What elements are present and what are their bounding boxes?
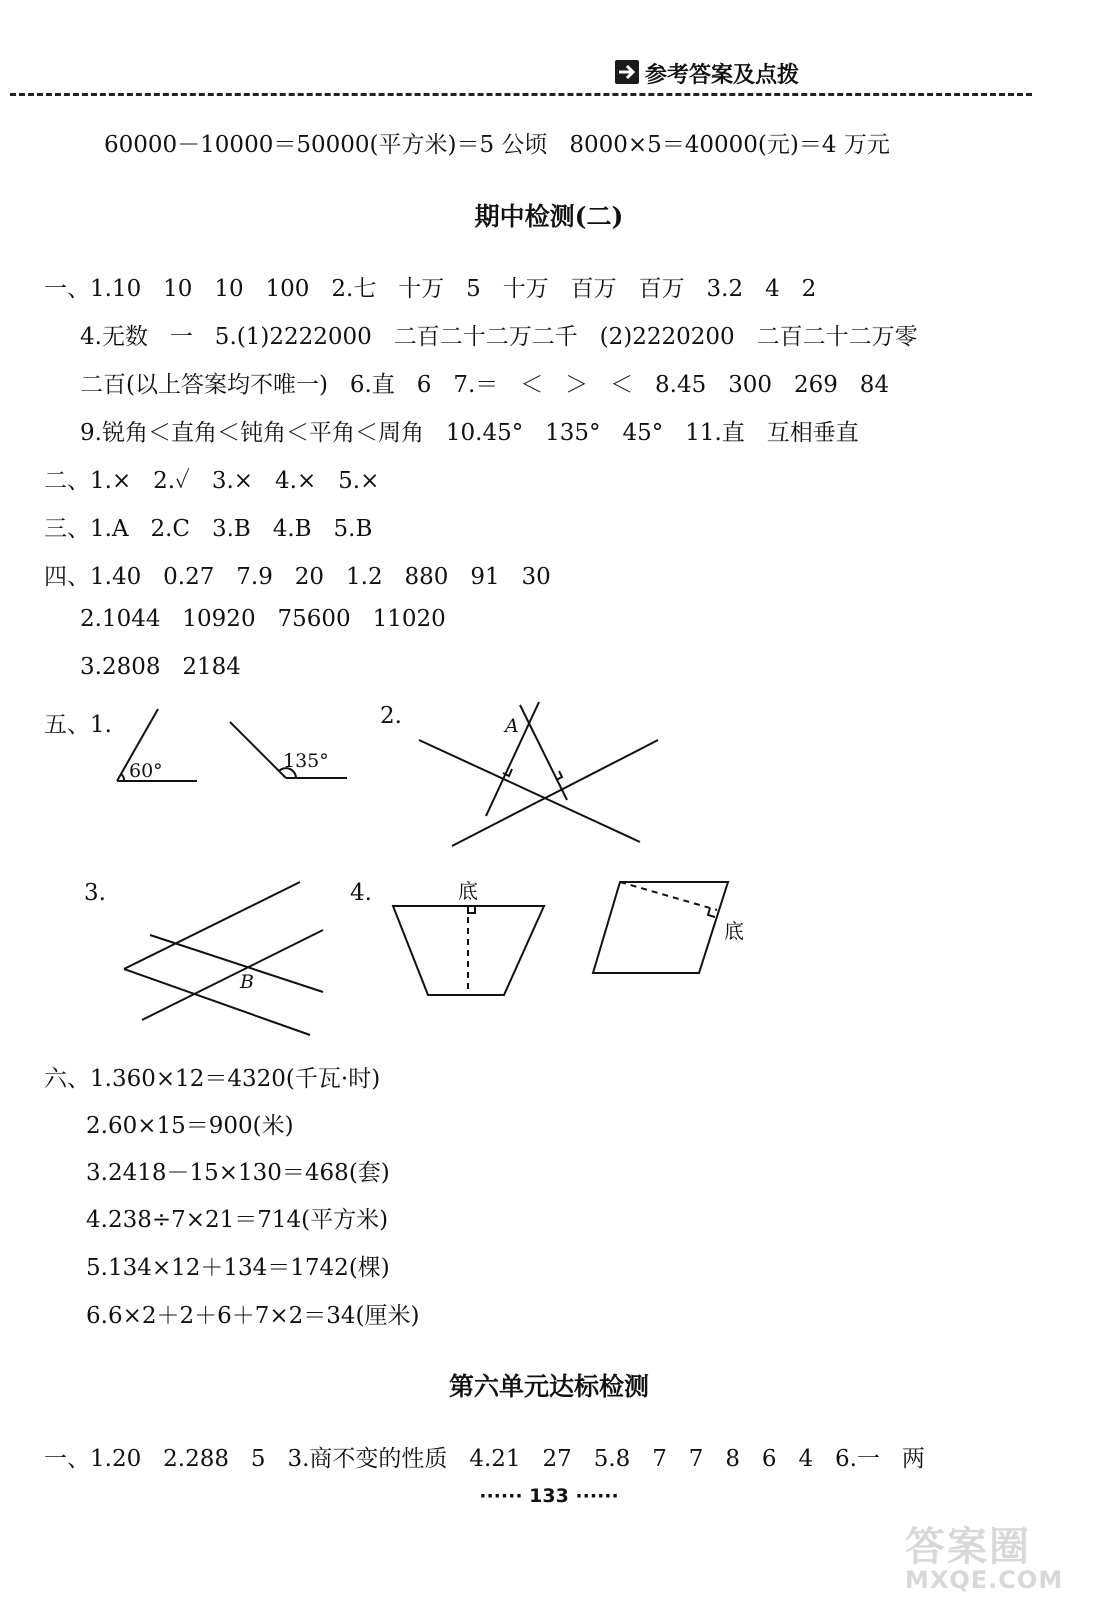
answer-line: 3.2418－15×130＝468(套) [86, 1160, 390, 1186]
answer-line: 2.1044 10920 75600 11020 [80, 606, 446, 632]
header-title: 参考答案及点拨 [645, 63, 800, 88]
figure-line [520, 705, 567, 800]
answer-line: 一、1.20 2.288 5 3.商不变的性质 4.21 27 5.8 7 7 8 6 4 6.一 两 [44, 1446, 925, 1472]
watermark-url: MXQE.COM [905, 1566, 1064, 1594]
answer-line: 60000－10000＝50000(平方米)＝5 公顷 8000×5＝40000(元)＝4 万元 [104, 132, 890, 158]
page-number: ······ 133 ······ [479, 1485, 619, 1507]
answer-line: 二、1.× 2.✓ 3.× 4.× 5.× [44, 468, 380, 494]
answer-line: 三、1.A 2.C 3.B 4.B 5.B [44, 516, 373, 542]
angle-label: 60° [129, 760, 163, 782]
answer-line: 4.无数 一 5.(1)2222000 二百二十二万二千 (2)2220200 二百二十二万零 [80, 324, 918, 350]
question-label: 五、1. [44, 712, 112, 738]
answer-line: 9.锐角＜直角＜钝角＜平角＜周角 10.45° 135° 45° 11.直 互相垂直 [80, 420, 859, 446]
question-label: 4. [350, 880, 372, 906]
question-label: 3. [84, 880, 106, 906]
watermark-logo [905, 1515, 1090, 1595]
right-angle-mark [468, 906, 475, 913]
question-label: 2. [380, 703, 402, 729]
right-angle-mark [556, 771, 562, 780]
answer-line: 二百(以上答案均不唯一) 6.直 6 7.＝ ＜ ＞ ＜ 8.45 300 269 84 [80, 372, 890, 398]
point-label: A [505, 715, 519, 737]
height-line [620, 882, 717, 910]
answer-line: 四、1.40 0.27 7.9 20 1.2 880 91 30 [44, 564, 551, 590]
angle-ray [230, 722, 286, 778]
angle-label: 135° [283, 750, 329, 772]
section-title: 期中检测(二) [474, 202, 624, 231]
base-label: 底 [458, 879, 478, 903]
section-title: 第六单元达标检测 [448, 1372, 649, 1401]
answer-line: 六、1.360×12＝4320(千瓦·时) [44, 1066, 381, 1092]
right-angle-mark [708, 908, 715, 917]
figure-line [419, 740, 640, 842]
figure-line [452, 740, 658, 846]
answer-line: 5.134×12＋134＝1742(棵) [86, 1255, 390, 1281]
answer-line: 4.238÷7×21＝714(平方米) [86, 1207, 389, 1233]
answer-line: 3.2808 2184 [80, 654, 241, 680]
point-label: B [240, 971, 254, 993]
answer-line: 6.6×2＋2＋6＋7×2＝34(厘米) [86, 1303, 420, 1329]
answer-line: 2.60×15＝900(米) [86, 1113, 294, 1139]
answer-line: 一、1.10 10 10 100 2.七 十万 5 十万 百万 百万 3.2 4 2 [44, 276, 817, 302]
base-label: 底 [724, 919, 744, 943]
watermark-text: 答案圈 [905, 1524, 1031, 1570]
angle-arc [121, 774, 124, 781]
parallelogram [593, 882, 728, 973]
